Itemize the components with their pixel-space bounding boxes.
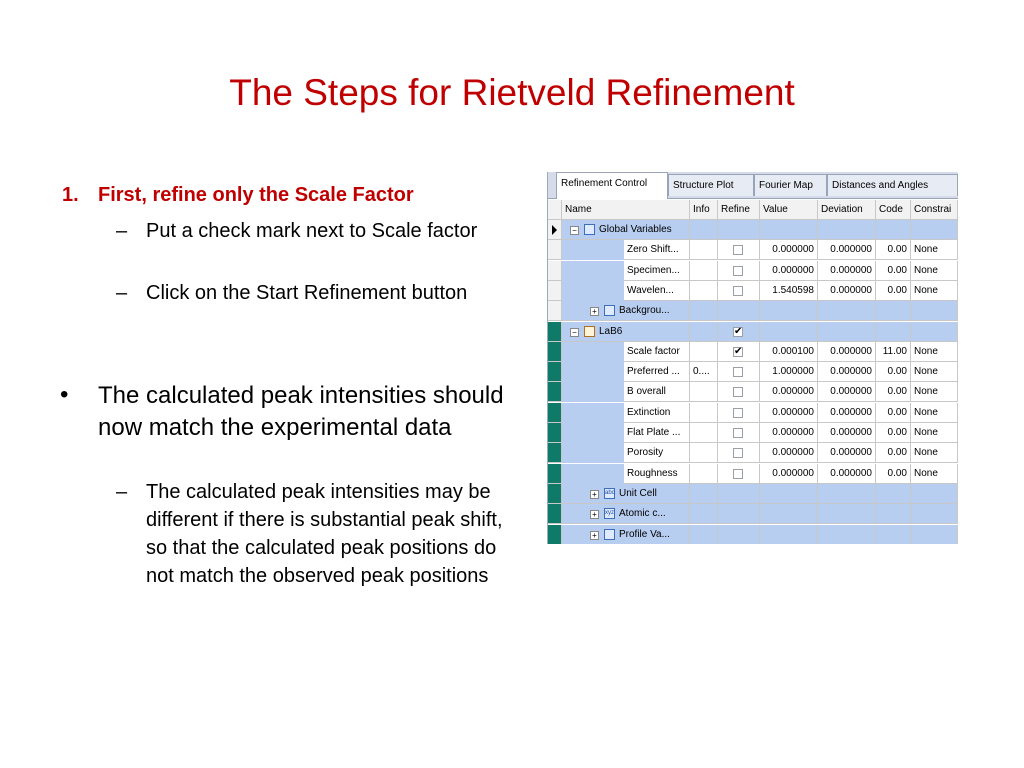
refine-checkbox[interactable] [733,367,743,377]
table-row[interactable] [548,220,958,240]
cell-code [876,301,911,321]
cell-value: 0.000000 [830,386,872,398]
bullet-subitem: The calculated peak intensities may be different if there is substantial peak shift, so that the calculated peak positions do not match the observed peak positions [146,481,503,587]
table-row[interactable] [548,403,958,423]
cell-info [690,322,718,342]
name-cell[interactable] [562,301,690,321]
tree-gutter [562,423,624,443]
tree-gutter [562,342,624,362]
cell-refine[interactable] [718,423,760,443]
col-header-value[interactable]: Value [760,200,818,220]
name-cell[interactable] [562,525,690,545]
cell-value [760,322,818,342]
col-header-deviation[interactable]: Deviation [818,200,876,220]
col-header-code[interactable]: Code [876,200,911,220]
cell-value [760,484,818,504]
cell-value [760,240,818,260]
cell-constraint [911,362,958,382]
cell-info [690,281,718,301]
cell-deviation [818,504,876,524]
tree-gutter [562,443,624,463]
cell-code [876,342,911,362]
cell-deviation [818,322,876,342]
cell-refine[interactable] [718,443,760,463]
cell-deviation [818,484,876,504]
refine-checkbox[interactable] [733,448,743,458]
table-row[interactable] [548,382,958,402]
name-cell[interactable] [624,403,690,423]
refine-checkbox-checked[interactable]: ✔ [734,325,743,337]
name-cell[interactable] [624,464,690,484]
cell-deviation [818,362,876,382]
name-cell[interactable] [624,240,690,260]
cell-value: 0.000000 [772,447,814,459]
cell-code [876,484,911,504]
cell-info [690,525,718,545]
row-name: Specimen... [627,264,680,276]
cell-info [690,362,718,382]
table-row[interactable] [548,464,958,484]
tab-bar [548,172,958,199]
cell-value: None [914,345,938,357]
refine-checkbox[interactable] [733,266,743,276]
cell-value: 0.000100 [772,345,814,357]
expand-icon[interactable]: + [590,531,599,540]
folder-icon [604,305,615,316]
cell-code [876,281,911,301]
col-header-refine[interactable]: Refine [718,200,760,220]
cell-value: None [914,386,938,398]
cell-code [876,403,911,423]
row-selector[interactable] [548,382,562,402]
step-subitem: Put a check mark next to Scale factor [146,220,478,242]
cell-code [876,362,911,382]
cell-value: None [914,244,938,256]
name-cell[interactable] [624,382,690,402]
row-name: Zero Shift... [627,244,679,256]
cell-deviation [818,281,876,301]
cell-value [760,281,818,301]
phase-icon [584,326,595,337]
cell-value [760,464,818,484]
cell-value: 0.000000 [830,467,872,479]
cell-value [760,525,818,545]
tab-fourier-map[interactable]: Fourier Map [754,174,827,196]
cell-value [760,382,818,402]
name-cell[interactable] [562,504,690,524]
col-header-constraint[interactable]: Constrai [911,200,958,220]
cell-code [876,382,911,402]
cell-value: 0.000000 [830,366,872,378]
cell-info [690,403,718,423]
cell-deviation [818,240,876,260]
refine-checkbox-checked[interactable]: ✔ [734,345,743,357]
cell-value: 0.000000 [772,406,814,418]
cell-value [760,443,818,463]
dash-marker: – [116,282,128,304]
tree-gutter [562,281,624,301]
table-row[interactable] [548,342,958,362]
cell-value: 0.000000 [772,427,814,438]
cell-refine[interactable] [718,240,760,260]
cell-constraint [911,484,958,504]
row-selector[interactable] [548,464,562,484]
row-selector[interactable] [548,281,562,301]
cell-value [760,403,818,423]
cell-constraint [911,220,958,240]
cell-code [876,240,911,260]
row-selector[interactable] [548,362,562,382]
row-name: B overall [627,386,666,398]
cell-value: 0.00 [887,284,907,296]
refine-checkbox[interactable] [733,245,743,255]
tree-gutter [562,464,624,484]
cell-deviation [818,382,876,402]
cell-refine[interactable] [718,464,760,484]
step-heading: First, refine only the Scale Factor [98,184,414,206]
cell-info [690,240,718,260]
cell-value [760,362,818,382]
cell-constraint [911,423,958,443]
cell-deviation [818,525,876,545]
row-selector[interactable] [548,261,562,281]
row-name: Roughness [627,467,678,479]
name-cell[interactable] [624,443,690,463]
header-corner [548,200,562,220]
row-selector[interactable] [548,504,562,524]
row-selector[interactable] [548,525,562,545]
cell-value: 0.... [693,366,710,378]
cell-info [690,261,718,281]
cell-value [760,220,818,240]
refine-checkbox[interactable] [733,469,743,479]
cell-value: None [914,406,938,418]
cell-refine[interactable] [718,504,760,524]
expand-icon[interactable]: + [590,307,599,316]
cell-value: 0.00 [887,406,907,418]
cell-code [876,504,911,524]
cell-value: None [914,427,938,438]
tab-refinement-control[interactable]: Refinement Control [556,172,668,199]
cell-deviation [818,261,876,281]
current-row-arrow-icon [552,225,557,235]
table-row[interactable] [548,261,958,281]
cell-refine[interactable] [718,301,760,321]
cell-constraint [911,342,958,362]
cell-value: 0.00 [887,386,907,398]
cell-refine[interactable] [718,281,760,301]
slide-title: The Steps for Rietveld Refinement [229,72,795,113]
tree-gutter [562,362,624,382]
cell-constraint [911,464,958,484]
cell-constraint [911,261,958,281]
cell-value: None [914,366,938,378]
cell-code [876,423,911,443]
cell-info [690,423,718,443]
cell-value: 0.00 [887,264,907,276]
cell-code [876,525,911,545]
name-cell[interactable] [624,261,690,281]
cell-constraint [911,504,958,524]
cell-value: 0.000000 [772,386,814,398]
cell-deviation [818,403,876,423]
tab-distances-angles[interactable]: Distances and Angles [827,174,958,196]
cell-value [760,342,818,362]
cell-value: 0.00 [887,244,907,256]
cell-constraint [911,525,958,545]
row-selector[interactable] [548,342,562,362]
expand-icon[interactable]: + [590,490,599,499]
cell-value: 0.000000 [830,406,872,418]
cell-value: 0.00 [887,467,907,479]
cell-refine[interactable] [718,403,760,423]
cell-refine[interactable] [718,484,760,504]
row-name: Porosity [627,447,664,459]
table-row[interactable] [548,525,958,545]
dash-marker: – [116,481,128,503]
cell-deviation [818,464,876,484]
cell-constraint [911,240,958,260]
cell-refine[interactable] [718,261,760,281]
refine-checkbox[interactable] [733,408,743,418]
row-name: Flat Plate ... [627,427,681,438]
collapse-icon[interactable]: − [570,226,579,235]
name-cell[interactable] [624,342,690,362]
cell-code [876,322,911,342]
profile-icon [604,529,615,540]
cell-code [876,464,911,484]
cell-deviation [818,220,876,240]
row-selector[interactable] [548,423,562,443]
refine-checkbox[interactable] [733,286,743,296]
collapse-icon[interactable]: − [570,328,579,337]
cell-constraint [911,281,958,301]
cell-code [876,443,911,463]
cell-value: None [914,467,938,479]
cell-info [690,342,718,362]
step-subitem: Click on the Start Refinement button [146,282,468,304]
row-name: Atomic c... [619,508,666,520]
cell-value: None [914,447,938,459]
row-selector[interactable] [548,301,562,321]
cell-refine[interactable] [718,220,760,240]
refinement-screenshot [547,172,958,544]
cell-refine[interactable] [718,342,760,362]
cell-info [690,443,718,463]
globe-icon [584,224,595,235]
cell-value: 11.00 [882,345,907,357]
cell-value: 0.000000 [830,264,872,276]
expand-icon[interactable]: + [590,510,599,519]
row-selector[interactable] [548,403,562,423]
cell-constraint [911,382,958,402]
cell-deviation [818,443,876,463]
cell-constraint [911,443,958,463]
table-row[interactable] [548,423,958,443]
cell-constraint [911,322,958,342]
cell-value: 0.00 [887,427,907,438]
table-row[interactable] [548,362,958,382]
table-row[interactable] [548,443,958,463]
row-name: Wavelen... [627,284,674,296]
cell-code [876,220,911,240]
cell-deviation [818,301,876,321]
row-selector[interactable] [548,220,562,240]
cell-value: 0.000000 [772,264,814,276]
cell-info [690,504,718,524]
cell-info [690,382,718,402]
cell-value [760,301,818,321]
refine-checkbox[interactable] [733,387,743,397]
row-name: Unit Cell [619,487,657,499]
cell-value: 1.000000 [772,366,814,378]
name-cell[interactable] [624,423,690,443]
row-name: Backgrou... [619,305,670,317]
name-cell[interactable] [624,281,690,301]
tree-gutter [562,261,624,281]
col-header-info[interactable]: Info [690,200,718,220]
cell-info [690,484,718,504]
name-cell[interactable] [624,362,690,382]
step-number: 1. [62,184,79,206]
refine-checkbox[interactable] [733,428,743,438]
name-cell[interactable] [562,220,690,240]
cell-deviation [818,423,876,443]
row-selector[interactable] [548,484,562,504]
cell-value: 0.000000 [772,244,814,256]
cell-value [760,504,818,524]
row-name: Extinction [627,406,671,418]
cell-value: 0.000000 [830,244,872,256]
table-row[interactable] [548,281,958,301]
dash-marker: – [116,220,128,242]
tree-gutter [562,403,624,423]
cell-value: 1.540598 [772,284,814,296]
table-row[interactable] [548,484,958,504]
cell-value: 0.000000 [830,447,872,459]
cell-value: None [914,284,938,296]
xyz-icon: xyz [604,508,615,519]
cell-info [690,464,718,484]
table-row[interactable] [548,240,958,260]
cell-info [690,220,718,240]
name-cell[interactable] [562,322,690,342]
row-selector[interactable] [548,443,562,463]
row-name: LaB6 [599,325,623,337]
table-row[interactable] [548,301,958,321]
row-name: Preferred ... [627,366,680,378]
table-row[interactable] [548,504,958,524]
cell-value: 0.00 [887,366,907,378]
cell-refine[interactable] [718,362,760,382]
cell-value: 0.000000 [830,284,872,296]
cell-refine[interactable] [718,382,760,402]
cell-code [876,261,911,281]
row-name: Scale factor [627,345,680,357]
tree-gutter [562,240,624,260]
cell-constraint [911,301,958,321]
tab-structure-plot[interactable]: Structure Plot [668,174,754,196]
cell-value [760,261,818,281]
bullet-text: The calculated peak intensities should now match the experimental data [98,382,504,441]
row-selector[interactable] [548,240,562,260]
cell-constraint [911,403,958,423]
abc-icon: abc [604,488,615,499]
name-cell[interactable] [562,484,690,504]
cell-value: 0.000000 [830,427,872,438]
row-name: Profile Va... [619,528,670,540]
cell-deviation [818,342,876,362]
bullet-marker: • [60,381,69,408]
cell-value: 0.000000 [772,467,814,479]
cell-value: None [914,264,938,276]
row-name: Global Variables [599,224,672,235]
table-row[interactable] [548,322,958,342]
cell-refine[interactable] [718,525,760,545]
tree-gutter [562,382,624,402]
col-header-name[interactable]: Name [562,200,690,220]
cell-info [690,301,718,321]
cell-refine[interactable] [718,322,760,342]
row-selector[interactable] [548,322,562,342]
cell-value: 0.00 [887,447,907,459]
cell-value [760,423,818,443]
cell-value: 0.000000 [830,345,872,357]
